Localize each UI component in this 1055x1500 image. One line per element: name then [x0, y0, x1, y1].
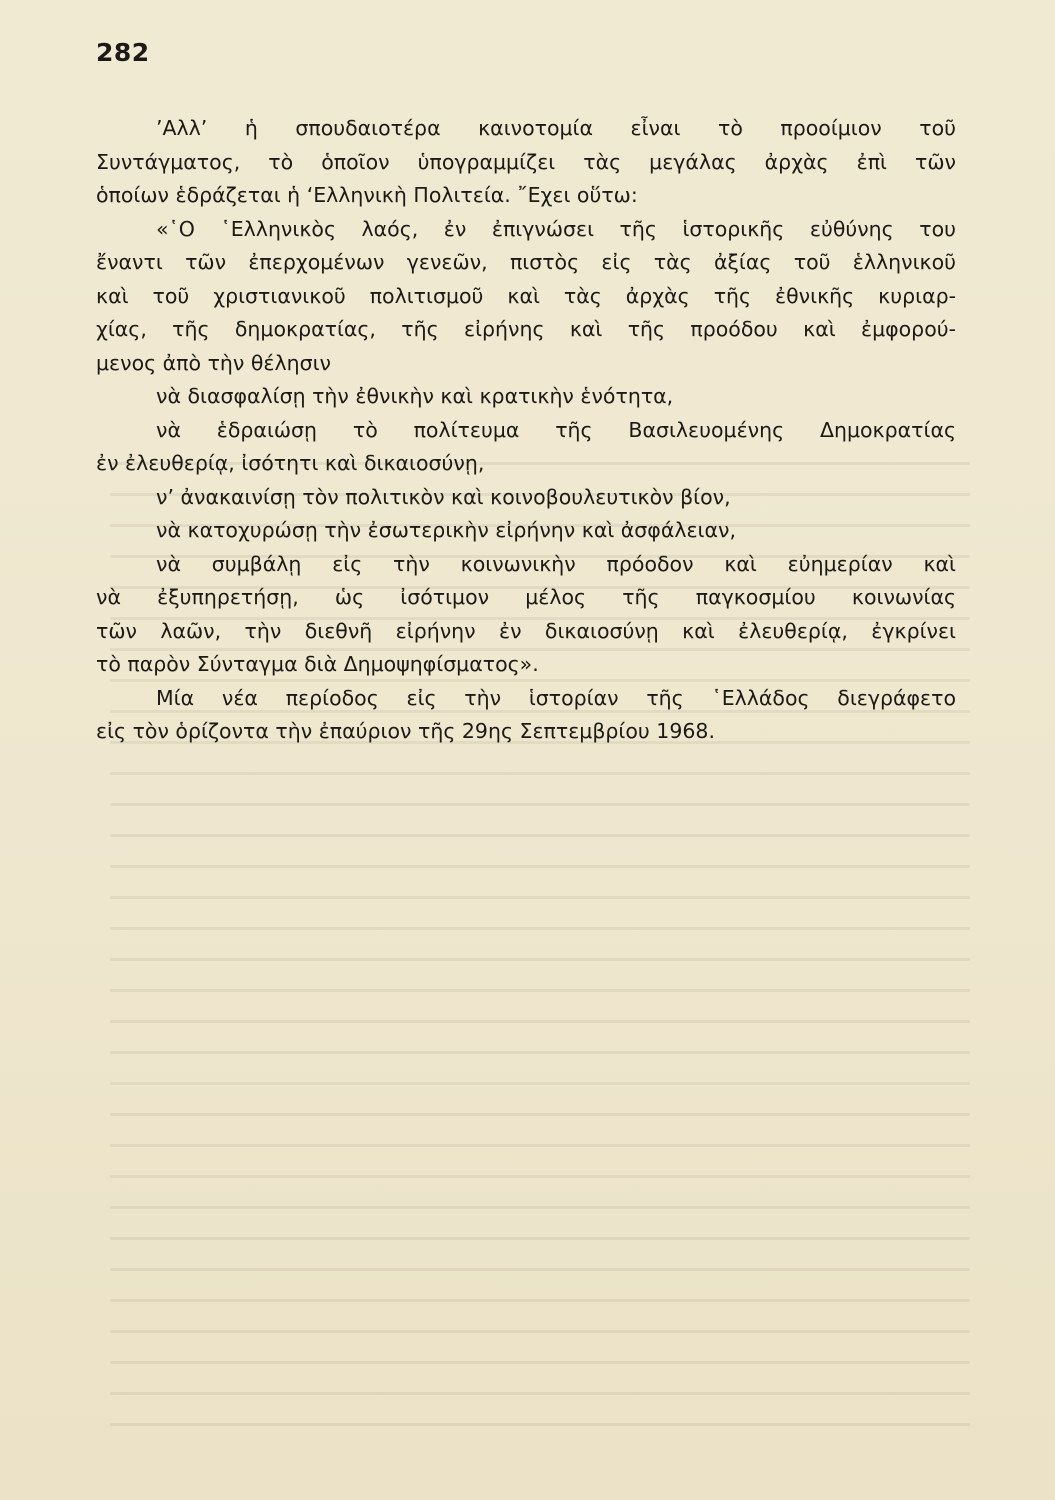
text-line: «῾Ο ῾Ελληνικὸς λαός, ἐν ἐπιγνώσει τῆς ἱστορικῆς εὐθύνης του	[156, 216, 956, 241]
text-line: μενος ἀπὸ τὴν θέλησιν	[96, 350, 332, 375]
text-line: ’Αλλ’ ἡ σπουδαιοτέρα καινοτομία εἶναι τὸ προοίμιον τοῦ	[156, 116, 956, 140]
text-line: καὶ τοῦ χριστιανικοῦ πολιτισμοῦ καὶ τὰς ἀρχὰς τῆς ἐθνικῆς κυριαρ-	[96, 283, 956, 308]
text-line: ἔναντι τῶν ἐπερχομένων γενεῶν, πιστὸς εἰς τὰς ἀξίας τοῦ ἑλληνικοῦ	[96, 250, 956, 274]
text-line: νὰ συμβάλῃ εἰς τὴν κοινωνικὴν πρόοδον καὶ εὐημερίαν καὶ	[156, 551, 956, 576]
body-text	[96, 112, 956, 749]
text-line: Συντάγματος, τὸ ὁποῖον ὑπογραμμίζει τὰς μεγάλας ἀρχὰς ἐπὶ τῶν	[96, 149, 956, 174]
text-line: χίας, τῆς δημοκρατίας, τῆς εἰρήνης καὶ τῆς προόδου καὶ ἐμφορού-	[96, 317, 956, 341]
text-line: ν’ ἀνακαινίσῃ τὸν πολιτικὸν καὶ κοινοβουλευτικὸν βίον,	[156, 484, 731, 509]
text-line: τῶν λαῶν, τὴν διεθνῆ εἰρήνην ἐν δικαιοσύνῃ καὶ ἐλευθερίᾳ, ἐγκρίνει	[96, 618, 956, 643]
text-line: ὁποίων ἑδράζεται ἡ ‘Ελληνικὴ Πολιτεία. ῎Εχει οὕτω:	[96, 183, 638, 207]
text-line: Μία νέα περίοδος εἰς τὴν ἱστορίαν τῆς ῾Ελλάδος διεγράφετο	[156, 685, 956, 710]
page-number: 282	[96, 38, 150, 67]
text-line: νὰ διασφαλίσῃ τὴν ἐθνικὴν καὶ κρατικὴν ἑνότητα,	[156, 384, 674, 408]
text-line: νὰ ἑδραιώσῃ τὸ πολίτευμα τῆς Βασιλευομένης Δημοκρατίας	[156, 417, 956, 442]
text-line: νὰ κατοχυρώσῃ τὴν ἐσωτερικὴν εἰρήνην καὶ ἀσφάλειαν,	[156, 518, 736, 542]
text-line: τὸ παρὸν Σύνταγμα διὰ Δημοψηφίσματος».	[96, 652, 539, 676]
text-line: νὰ ἐξυπηρετήσῃ, ὡς ἰσότιμον μέλος τῆς παγκοσμίου κοινωνίας	[96, 585, 956, 609]
text-line: ἐν ἐλευθερίᾳ, ἰσότητι καὶ δικαιοσύνῃ,	[96, 451, 485, 475]
text-line: εἰς τὸν ὁρίζοντα τὴν ἐπαύριον τῆς 29ης Σεπτεμβρίου 1968.	[96, 719, 715, 743]
